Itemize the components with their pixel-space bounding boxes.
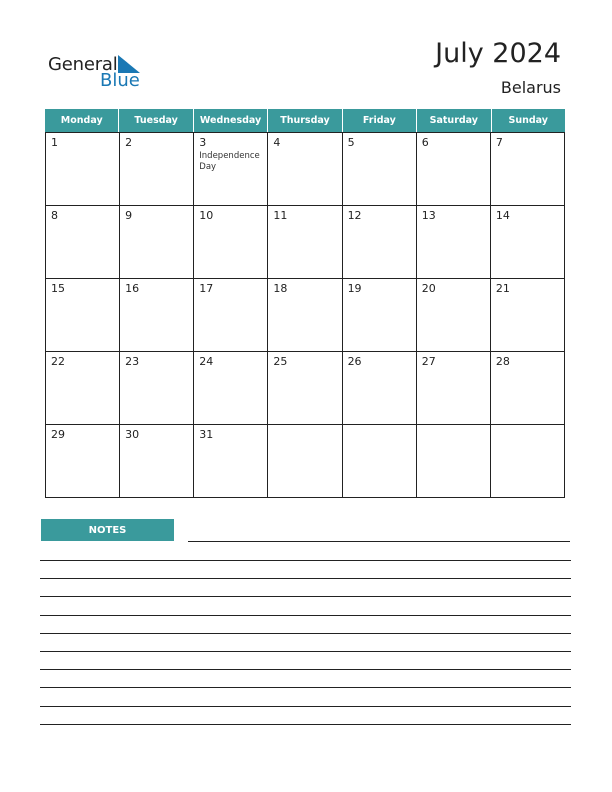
day-number: 14 <box>495 209 510 222</box>
notes-line <box>40 578 571 579</box>
calendar-body <box>45 132 565 498</box>
day-cell <box>343 279 417 352</box>
day-cell <box>194 206 268 279</box>
holiday-label: Independence Day <box>199 151 260 172</box>
notes-line <box>40 724 571 725</box>
logo-general-text: General <box>48 54 118 75</box>
day-cell <box>417 206 491 279</box>
day-cell <box>268 425 342 498</box>
logo-blue-text: Blue <box>100 70 140 91</box>
notes-line <box>40 596 571 597</box>
day-number: 12 <box>347 209 362 222</box>
day-number: 8 <box>51 209 58 222</box>
weekday-header-saturday: Saturday <box>417 109 491 132</box>
day-cell <box>120 352 194 425</box>
day-cell <box>343 352 417 425</box>
notes-line <box>40 560 571 561</box>
day-number: 16 <box>125 282 140 295</box>
day-number: 28 <box>495 355 510 368</box>
day-number: 20 <box>421 282 436 295</box>
weekday-header-thursday: Thursday <box>268 109 342 132</box>
day-number: 13 <box>421 209 436 222</box>
day-cell <box>46 352 120 425</box>
day-number: 15 <box>51 282 65 295</box>
day-cell <box>491 206 565 279</box>
day-number: 27 <box>421 355 436 368</box>
day-cell <box>268 206 342 279</box>
day-cell <box>343 425 417 498</box>
weekday-header-row <box>45 109 565 132</box>
day-number: 2 <box>125 136 133 149</box>
day-cell <box>491 425 565 498</box>
day-cell <box>46 206 120 279</box>
day-cell <box>120 425 194 498</box>
day-cell <box>120 206 194 279</box>
day-cell <box>120 279 194 352</box>
notes-label: NOTES <box>41 519 174 541</box>
day-number: 18 <box>273 282 288 295</box>
day-cell <box>491 279 565 352</box>
day-number: 21 <box>495 282 510 295</box>
day-number: 11 <box>273 209 288 222</box>
day-cell <box>417 352 491 425</box>
day-cell <box>194 279 268 352</box>
day-number: 17 <box>199 282 214 295</box>
day-number: 10 <box>199 209 214 222</box>
day-number: 6 <box>421 136 429 149</box>
month-year-title: July 2024 <box>435 38 561 69</box>
notes-line <box>188 541 570 542</box>
notes-line <box>40 633 571 634</box>
day-number: 3 <box>199 136 207 149</box>
day-cell <box>46 425 120 498</box>
day-number: 24 <box>199 355 214 368</box>
day-number: 7 <box>495 136 503 149</box>
day-cell <box>417 133 491 206</box>
day-cell <box>268 133 342 206</box>
calendar-grid <box>45 109 565 498</box>
day-cell <box>194 133 268 206</box>
day-cell <box>46 133 120 206</box>
day-cell <box>268 352 342 425</box>
logo <box>48 52 158 92</box>
day-cell <box>491 133 565 206</box>
weekday-header-sunday: Sunday <box>508 115 548 126</box>
country-subtitle: Belarus <box>500 78 561 97</box>
day-cell <box>491 352 565 425</box>
day-number: 25 <box>273 355 288 368</box>
day-number: 26 <box>347 355 362 368</box>
notes-line <box>40 687 571 688</box>
day-cell <box>46 279 120 352</box>
day-number: 30 <box>125 428 140 441</box>
day-number: 29 <box>51 428 65 441</box>
day-cell <box>268 279 342 352</box>
day-number: 22 <box>51 355 65 368</box>
weekday-header-wednesday: Wednesday <box>194 109 268 132</box>
day-number: 23 <box>125 355 140 368</box>
day-number: 31 <box>199 428 214 441</box>
day-cell <box>343 133 417 206</box>
day-cell <box>343 206 417 279</box>
notes-line <box>40 706 571 707</box>
day-number: 5 <box>347 136 355 149</box>
day-number: 9 <box>125 209 133 222</box>
day-cell <box>417 425 491 498</box>
weekday-header-friday: Friday <box>343 109 417 132</box>
day-number: 19 <box>347 282 362 295</box>
day-cell <box>194 425 268 498</box>
notes-line <box>40 615 571 616</box>
day-cell <box>194 352 268 425</box>
weekday-header-tuesday: Tuesday <box>119 109 193 132</box>
day-cell <box>120 133 194 206</box>
notes-line <box>40 669 571 670</box>
notes-line <box>40 651 571 652</box>
day-number: 4 <box>273 136 281 149</box>
weekday-header-monday: Monday <box>45 109 119 132</box>
day-number: 1 <box>51 136 58 149</box>
day-cell <box>417 279 491 352</box>
